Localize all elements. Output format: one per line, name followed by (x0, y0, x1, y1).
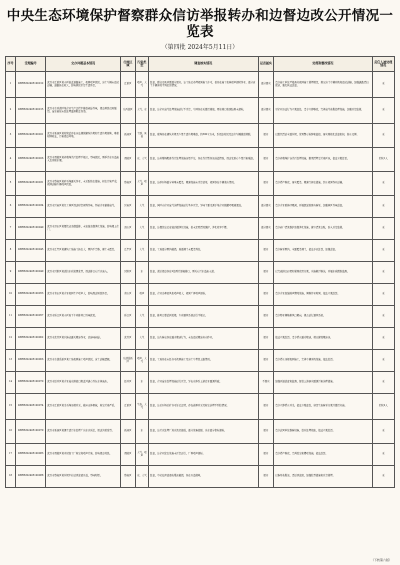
page-footer: （下转第六版） (370, 558, 392, 562)
cell-verdict: 部分属实 (258, 218, 274, 240)
cell-investigation: 经查，该采石场采矿许可证已过期，存在越界开采及粉尘治理不到位情况。 (149, 394, 259, 420)
cell-accountability: 无 (372, 98, 394, 124)
cell-verdict: 部分属实 (258, 98, 274, 124)
cell-pollution-type: 水、大气 (135, 466, 148, 488)
table-row (6, 148, 395, 172)
cell-verdict: 属实 (258, 262, 274, 284)
cell-investigation: 经查，园区内企业废气治理设施运行基本正常，异味主要来源于某企业储罐呼吸阀泄漏。 (149, 196, 259, 218)
cell-row-number: 13 (6, 350, 16, 372)
data-table (5, 56, 395, 488)
cell-handling-result: 责令停产整改，完善除尘和降噪设施，依法处罚。 (274, 444, 372, 466)
cell-accountability: 无 (372, 196, 394, 218)
cell-issue-description: 武汉市青山区某企业夜间生产噪声大，影响周边居民休息。 (46, 284, 121, 306)
cell-row-number: 4 (6, 148, 16, 172)
table-body (6, 72, 395, 488)
cell-complaint-id: D3HB202405100045 (16, 240, 46, 262)
cell-pollution-type: 噪声、大气 (135, 72, 148, 98)
cell-region: 江夏区 (121, 72, 136, 98)
cell-complaint-id: D3HB202405100070 (16, 372, 46, 394)
cell-region: 汉南区 (121, 196, 136, 218)
cell-issue-description: 武汉市蔡甸区某砂石场露天作业，未采取防尘措施，粉尘污染严重，夜间运输车辆噪声扰民。 (46, 172, 121, 196)
cell-accountability: 无 (372, 444, 394, 466)
cell-accountability: 无 (372, 350, 394, 372)
cell-verdict: 属实 (258, 284, 274, 306)
cell-accountability: 约谈2人 (372, 394, 394, 420)
cell-complaint-id: D3HB202405100074 (16, 394, 46, 420)
cell-pollution-type: 大气、水 (135, 98, 148, 124)
cell-region: 东湖高新区 (121, 350, 136, 372)
header-issue: 交办问题基本情况 (46, 57, 121, 72)
cell-row-number: 7 (6, 218, 16, 240)
cell-issue-description: 武汉市洪山区某餐饮店油烟直排，未安装油烟净化设施，影响楼上住户。 (46, 218, 121, 240)
cell-handling-result: 责令停止违规夜间施工，完善车辆冲洗设施，依法处罚。 (274, 350, 372, 372)
table-row (6, 124, 395, 148)
header-result: 处理和整改情况 (274, 57, 372, 72)
cell-complaint-id: D3HB202405100088 (16, 466, 46, 488)
cell-handling-result: 责令商户清洗维护油烟净化设施，建立清洗台账，纳入日常监管。 (274, 218, 372, 240)
table-row (6, 262, 395, 284)
cell-verdict: 属实 (258, 394, 274, 420)
cell-region: 新洲区 (121, 124, 136, 148)
cell-region: 硚口区 (121, 306, 136, 328)
cell-handling-result: 责令企业加装隔声降噪设施，调整作业时间，依法立案处罚。 (274, 284, 372, 306)
cell-pollution-type: 水 (135, 420, 148, 444)
cell-handling-result: 已修复收集池，清运渗滤液，加强除臭措施和日常管理。 (274, 466, 372, 488)
header-id: 受理编号 (16, 57, 46, 72)
cell-row-number: 3 (6, 124, 16, 148)
cell-complaint-id: D3HB202405100026 (16, 148, 46, 172)
cell-complaint-id: D3HB202405100062 (16, 328, 46, 350)
header-person: 责任人被处理情况 (372, 57, 394, 72)
cell-row-number: 11 (6, 306, 16, 328)
cell-investigation: 经查，工地部分围挡破损，局部裸土未覆盖到位。 (149, 240, 259, 262)
cell-row-number: 12 (6, 328, 16, 350)
cell-row-number: 6 (6, 196, 16, 218)
cell-verdict: 部分属实 (258, 196, 274, 218)
cell-row-number: 18 (6, 466, 16, 488)
cell-accountability: 无 (372, 172, 394, 196)
cell-investigation: 经查，现场存在建筑垃圾及少量生活垃圾堆放，约300立方米，系周边村民及过往车辆随意倾倒。 (149, 124, 259, 148)
cell-investigation: 经查，该养殖场配套粪污处理设施容量不足，存在粪污暂存池满溢情况，周边农田有少量污染痕迹。 (149, 148, 259, 172)
cell-region: 东西湖区 (121, 98, 136, 124)
cell-issue-description: 武汉市武昌区某汽修店露天喷漆作业，油漆味刺鼻。 (46, 328, 121, 350)
cell-pollution-type: 噪声 (135, 284, 148, 306)
cell-issue-description: 武汉市江夏区某小区临近道路施工，夜间噪声扰民，渣土车辆未密闭运输，道路扬尘较大，影响居民正常生活休息。 (46, 72, 121, 98)
cell-row-number: 16 (6, 420, 16, 444)
cell-complaint-id: D3HB202405100049 (16, 262, 46, 284)
cell-accountability: 无 (372, 466, 394, 488)
header-check: 调查核实情况 (149, 57, 259, 72)
cell-accountability: 无 (372, 240, 394, 262)
header-area: 行政区域 (121, 57, 136, 72)
cell-pollution-type: 大气、噪声 (135, 444, 148, 466)
cell-issue-description: 武汉市经开区某企业废水排放口附近河道有异色水体流出。 (46, 372, 121, 394)
cell-region: 江夏区 (121, 394, 136, 420)
cell-row-number: 14 (6, 372, 16, 394)
cell-issue-description: 武汉市东湖高新区某工地夜间施工噪声扰民，渣土运输遗撒。 (46, 350, 121, 372)
cell-region: 黄陂区 (121, 148, 136, 172)
page-subtitle: （第四批 2024年5月11日） (161, 44, 239, 51)
cell-region: 新洲区 (121, 420, 136, 444)
table-row (6, 72, 395, 98)
table-row (6, 350, 395, 372)
cell-pollution-type: 水、大气 (135, 148, 148, 172)
cell-region: 青山区 (121, 284, 136, 306)
cell-complaint-id: D3HB202405100083 (16, 444, 46, 466)
cell-verdict: 属实 (258, 306, 274, 328)
cell-region: 江岸区 (121, 240, 136, 262)
cell-row-number: 9 (6, 262, 16, 284)
cell-handling-result: 对企业违法行为立案查处，责令立即整改，完善废气收集处理设施，加强日常监管。 (274, 98, 372, 124)
cell-handling-result: 责令养殖场扩容粪污处理设施，限期清理受污染区域，依法立案处罚。 (274, 148, 372, 172)
cell-issue-description: 武汉市江岸区某建筑工地施工扬尘大，围挡不完整，裸土未覆盖。 (46, 240, 121, 262)
cell-handling-result: 责令物业调整排风口朝向，规范运行通风系统。 (274, 306, 372, 328)
cell-complaint-id: D3HB202405100021 (16, 124, 46, 148)
table-row (6, 284, 395, 306)
cell-issue-description: 武汉市江夏区某采石场违规开采，破坏山体植被，粉尘污染严重。 (46, 394, 121, 420)
table-row (6, 196, 395, 218)
cell-complaint-id: D3HB202405100034 (16, 196, 46, 218)
cell-issue-description: 武汉市蔡甸区某垃圾中转站渗滤液外溢，臭味明显。 (46, 466, 121, 488)
cell-verdict: 属实 (258, 124, 274, 148)
cell-pollution-type: 大气 (135, 306, 148, 328)
cell-complaint-id: D3HB202405100015 (16, 98, 46, 124)
cell-investigation: 经查，该污水处理厂进水浓度偏低，部分设备故障，出水部分指标超标。 (149, 420, 259, 444)
cell-investigation: 经查，排风口靠近居民楼，车库通风系统运行不规范。 (149, 306, 259, 328)
cell-verdict: 不属实 (258, 372, 274, 394)
cell-pollution-type: 水 (135, 262, 148, 284)
cell-investigation: 经查，企业冷却塔风机噪声较大，夜间厂界噪声超标。 (149, 284, 259, 306)
cell-investigation: 经查，该企业废气处理设施运行不正常，车间存在无组织排放，雨水排口检测结果未超标。 (149, 98, 259, 124)
cell-accountability: 无 (372, 284, 394, 306)
cell-handling-result: 责令修复围挡，全面覆盖裸土，依法予以处罚，加强巡查。 (274, 240, 372, 262)
cell-region: 洪山区 (121, 218, 136, 240)
cell-accountability: 无 (372, 262, 394, 284)
cell-accountability: 约谈1人 (372, 148, 394, 172)
cell-investigation: 经查，工地存在未经许可夜间施工及渣土车带泥上路情况。 (149, 350, 259, 372)
cell-investigation: 经查，该餐饮店已安装油烟净化设施，但未定期清洗维护，净化效率下降。 (149, 218, 259, 240)
cell-issue-description: 武汉市新洲区某镇生活污水处理厂出水水质差，周边沟渠发臭。 (46, 420, 121, 444)
cell-verdict: 属实 (258, 172, 274, 196)
cell-accountability: 无 (372, 72, 394, 98)
cell-verdict: 属实 (258, 148, 274, 172)
table-row (6, 444, 395, 466)
cell-pollution-type: 生态、大气 (135, 394, 148, 420)
cell-handling-result: 依法立案处罚，责令停止露天喷漆，规范建设喷漆房。 (274, 328, 372, 350)
cell-verdict: 属实 (258, 240, 274, 262)
cell-accountability: 无 (372, 218, 394, 240)
cell-accountability: 无 (372, 124, 394, 148)
table-row (6, 372, 395, 394)
cell-issue-description: 武汉市黄陂区某木材加工厂粉尘和噪声污染，影响周边村民。 (46, 444, 121, 466)
cell-investigation: 经查，企业废水处理设施运行正常，异色水体系上游农业面源所致。 (149, 372, 259, 394)
table-row (6, 306, 395, 328)
table-row (6, 218, 395, 240)
cell-issue-description: 武汉市东西湖区某企业生产过程中排放刺鼻异味，周边居民反映强烈，废水疑似未经处理直排附近沟渠。 (46, 98, 121, 124)
table-row (6, 466, 395, 488)
table-row (6, 394, 395, 420)
header-true: 是否属实 (258, 57, 274, 72)
cell-region: 黄陂区 (121, 444, 136, 466)
cell-handling-result: 已组织清运全部垃圾，设置警示标牌和监控，落实网格化巡查机制，防止反弹。 (274, 124, 372, 148)
cell-row-number: 2 (6, 98, 16, 124)
cell-handling-result: 加强河道巡查和监测，督促上游落实面源污染治理措施。 (274, 372, 372, 394)
table-row (6, 240, 395, 262)
cell-region: 汉阳区 (121, 262, 136, 284)
table-row (6, 328, 395, 350)
cell-issue-description: 武汉市新洲区某村附近存在非法倾倒建筑垃圾和生活垃圾现象，堆积时间较长，污染周边环境。 (46, 124, 121, 148)
cell-row-number: 15 (6, 394, 16, 420)
cell-accountability: 无 (372, 420, 394, 444)
cell-complaint-id: D3HB202405100053 (16, 284, 46, 306)
cell-accountability: 无 (372, 372, 394, 394)
cell-handling-result: 责令立即停止开采，依法立案查处，制定生态修复方案并组织实施。 (274, 394, 372, 420)
cell-pollution-type: 大气、噪声 (135, 172, 148, 196)
cell-pollution-type: 大气 (135, 328, 148, 350)
table-header-row (6, 57, 395, 72)
table-row (6, 420, 395, 444)
cell-pollution-type: 土壤、其他 (135, 124, 148, 148)
cell-investigation: 经查，中转站渗滤液收集池破损，存在外溢现象。 (149, 466, 259, 488)
cell-region: 蔡甸区 (121, 466, 136, 488)
cell-handling-result: 责令施工单位严格落实夜间施工管理规定，规范渣土车辆冲洗和密闭运输，加强道路清扫保洁，强化执法巡查。 (274, 72, 372, 98)
header-no: 序号 (6, 57, 16, 72)
table-row (6, 172, 395, 196)
cell-investigation: 经查，该汽修店存在露天喷漆行为，未在密闭喷漆房内作业。 (149, 328, 259, 350)
cell-accountability: 无 (372, 328, 394, 350)
cell-verdict: 部分属实 (258, 72, 274, 98)
cell-pollution-type: 大气 (135, 196, 148, 218)
cell-row-number: 5 (6, 172, 16, 196)
cell-investigation: 经查，群众反映问题部分属实。该工地已办理夜间施工许可，但存在施工机械噪声超时作业、部分渣土车辆冲洗不到位的情况。 (149, 72, 259, 98)
cell-row-number: 8 (6, 240, 16, 262)
cell-verdict: 属实 (258, 466, 274, 488)
cell-pollution-type: 水 (135, 372, 148, 394)
cell-investigation: 经查，湖泊周边存在2处雨污混接排口，雨天有污水溢流入湖。 (149, 262, 259, 284)
cell-issue-description: 武汉市黄陂区某养殖场粪污处理不规范，臭味扰民，雨季粪水外溢流入农田和水塘。 (46, 148, 121, 172)
cell-verdict: 属实 (258, 444, 274, 466)
cell-issue-description: 武汉市汉南区某化工园区周边时常闻到异味，怀疑企业偷排废气。 (46, 196, 121, 218)
cell-row-number: 1 (6, 72, 16, 98)
cell-complaint-id: D3HB202405100057 (16, 306, 46, 328)
cell-investigation: 经查，该企业除尘设施未正常运行，厂界噪声超标。 (149, 444, 259, 466)
cell-region: 经开区 (121, 372, 136, 394)
cell-row-number: 10 (6, 284, 16, 306)
cell-accountability: 无 (372, 306, 394, 328)
cell-handling-result: 责令企业更换呼吸阀，开展泄漏检测与修复，加强园区异味巡查。 (274, 196, 372, 218)
cell-complaint-id: D3HB202405100031 (16, 172, 46, 196)
cell-complaint-id: D3HB202405100012 (16, 72, 46, 98)
header-type: 污染类型 (135, 57, 148, 72)
cell-handling-result: 责令运营单位维修设备，提升处理效能，依法立案处罚。 (274, 420, 372, 444)
cell-verdict: 属实 (258, 350, 274, 372)
cell-verdict: 属实 (258, 420, 274, 444)
cell-pollution-type: 大气 (135, 218, 148, 240)
cell-investigation: 经查，该砂石场部分料堆未覆盖，喷淋设施未正常使用，夜间存在车辆进出情况。 (149, 172, 259, 196)
cell-region: 武昌区 (121, 328, 136, 350)
table-row (6, 98, 395, 124)
cell-issue-description: 武汉市硚口区某小区地下车库排风口异味扰民。 (46, 306, 121, 328)
cell-pollution-type: 噪声、大气 (135, 350, 148, 372)
cell-issue-description: 武汉市汉阳区某湖泊水质发黑发臭，周边排口有污水流入。 (46, 262, 121, 284)
cell-handling-result: 已完成排口封堵和管网改造方案，实施截污整治，开展水质跟踪监测。 (274, 262, 372, 284)
cell-handling-result: 责令停产整改，落实覆盖、喷淋等抑尘措施，禁止夜间作业运输。 (274, 172, 372, 196)
cell-complaint-id: D3HB202405100079 (16, 420, 46, 444)
page-title: 中央生态环境保护督察群众信访举报转办和边督边改公开情况一览表 (6, 8, 394, 40)
cell-region: 蔡甸区 (121, 172, 136, 196)
cell-complaint-id: D3HB202405100040 (16, 218, 46, 240)
cell-pollution-type: 大气 (135, 240, 148, 262)
cell-verdict: 属实 (258, 328, 274, 350)
cell-complaint-id: D3HB202405100066 (16, 350, 46, 372)
cell-row-number: 17 (6, 444, 16, 466)
